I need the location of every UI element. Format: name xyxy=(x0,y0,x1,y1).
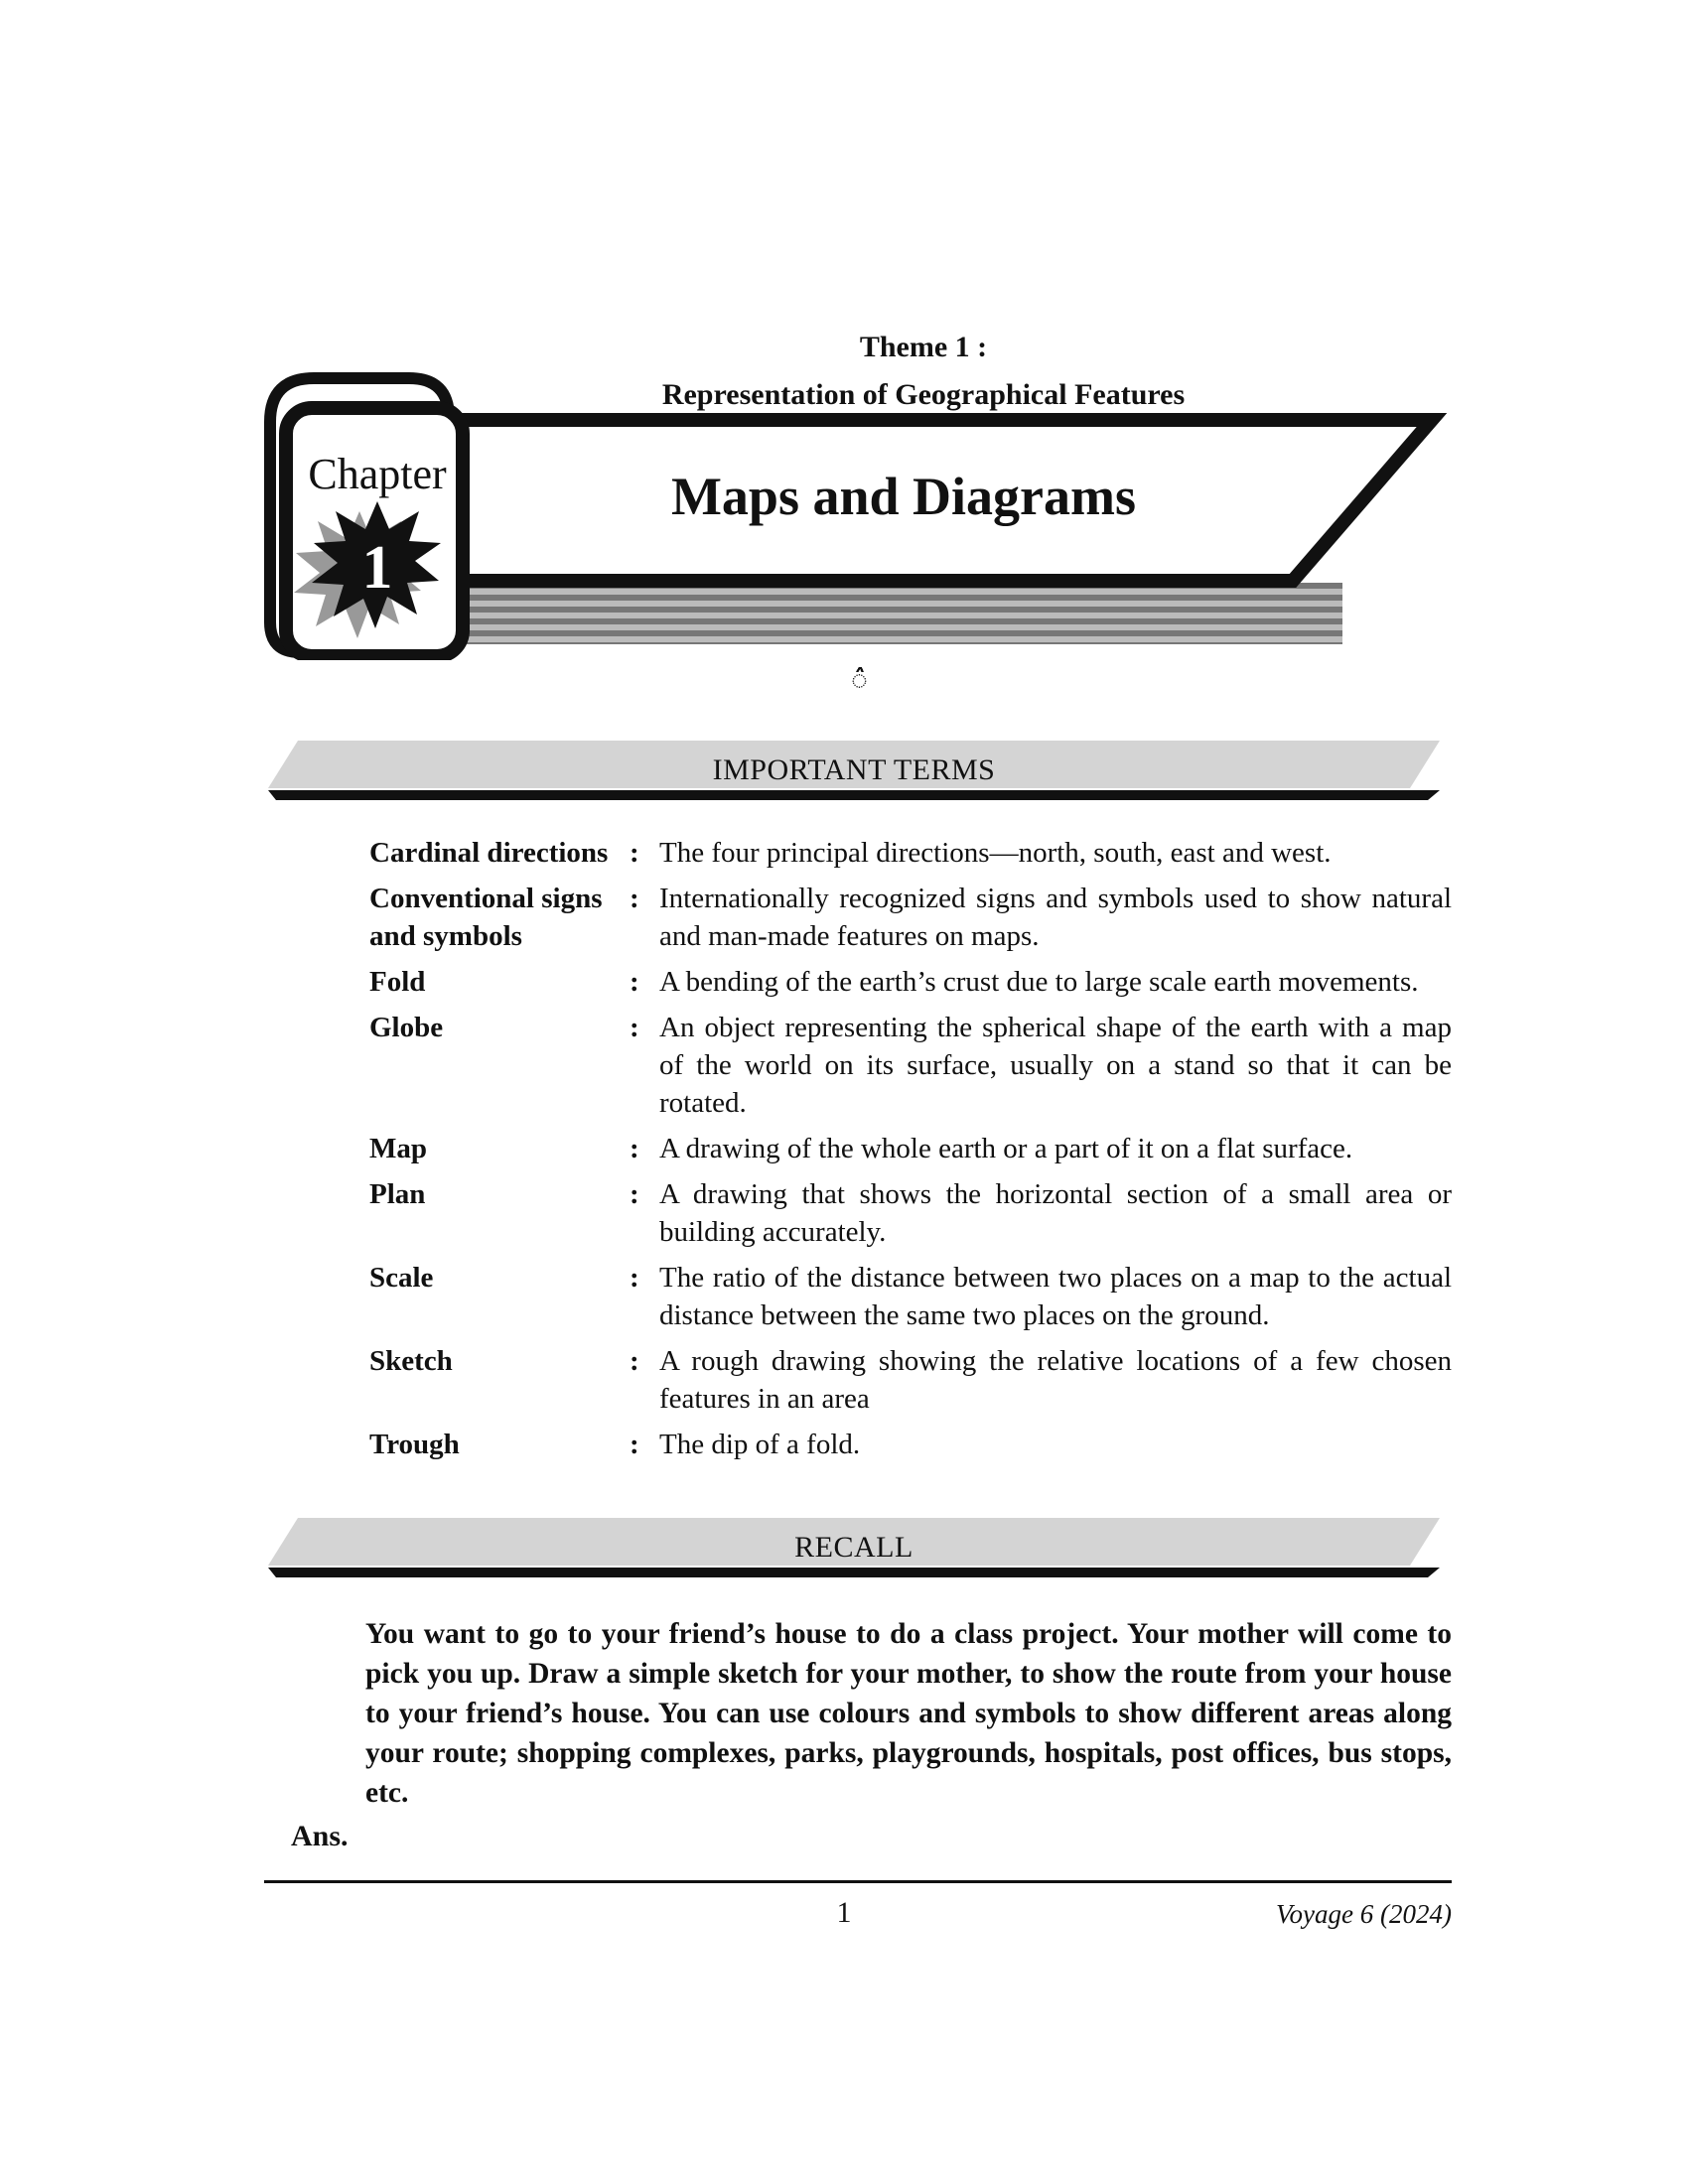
banner-stripes xyxy=(459,583,1342,644)
important-terms-heading: IMPORTANT TERMS xyxy=(712,753,996,786)
theme-number: Theme 1 : xyxy=(859,331,988,363)
term-definition: A drawing that shows the horizontal section of a small area or building accurately. xyxy=(659,1178,1452,1248)
recall-question: You want to go to your friend’s house to do a class project. Your mother will come to pick you up. Draw a simple sketch for your mother, to show the route from your house to your friend’s house. You can use colours and symbols to show different areas along your route; shopping complexes, parks, playgrounds, hospitals, post offices, bus stops, etc. xyxy=(365,1618,1452,1809)
term-definition: The dip of a fold. xyxy=(659,1429,861,1460)
term-definition: An object representing the spherical shape of the earth with a map of the world on its surface, usually on a stand so that it can be rotated. xyxy=(659,1012,1452,1119)
term-colon: : xyxy=(630,1345,639,1377)
term-name: Map xyxy=(369,1133,427,1164)
term-colon: : xyxy=(630,1262,639,1294)
term-name: Fold xyxy=(369,966,426,998)
term-row xyxy=(369,963,1452,1001)
term-row xyxy=(369,1009,1452,1122)
term-colon: : xyxy=(630,1178,639,1210)
term-row xyxy=(369,1130,1452,1167)
term-colon: : xyxy=(630,1133,639,1164)
term-name: Scale xyxy=(369,1262,434,1294)
term-definition: A bending of the earth’s crust due to large scale earth movements. xyxy=(659,966,1419,998)
term-definition: The ratio of the distance between two places on a map to the actual distance between the same two places on the ground. xyxy=(659,1262,1452,1331)
answer-label: Ans. xyxy=(291,1820,349,1852)
term-row xyxy=(369,1426,1452,1463)
book-title: Voyage 6 (2024) xyxy=(1276,1899,1452,1929)
term-row xyxy=(369,1259,1452,1334)
term-name: Globe xyxy=(369,1012,444,1043)
term-name: Trough xyxy=(369,1429,460,1460)
theme-title: Representation of Geographical Features xyxy=(661,378,1186,411)
recall-heading: RECALL xyxy=(794,1531,914,1564)
term-colon: : xyxy=(630,1012,639,1043)
term-colon: : xyxy=(630,837,639,869)
ornament-divider: ꥊꥊꥊꥊꥊꥊꥊꥊꥊꥊꥊꥊꥊꥊꥊꥊꥊꥊꥊꥊꥊꥊꥊꥊꥊꥊ xyxy=(851,663,867,696)
term-row xyxy=(369,1342,1452,1418)
term-definition: The four principal directions—north, south, east and west. xyxy=(659,837,1332,869)
term-name: Cardinal directions xyxy=(369,837,609,869)
term-row xyxy=(369,834,1452,872)
term-colon: : xyxy=(630,966,639,998)
page-number: 1 xyxy=(836,1896,852,1929)
term-name: Conventional signs and symbols xyxy=(369,883,603,952)
term-colon: : xyxy=(630,883,639,914)
term-colon: : xyxy=(630,1429,639,1460)
chapter-title: Maps and Diagrams xyxy=(670,467,1137,526)
chapter-label: Chapter xyxy=(308,450,447,498)
footer-rule xyxy=(264,1880,1452,1883)
term-row xyxy=(369,1175,1452,1251)
chapter-number: 1 xyxy=(361,534,393,602)
term-definition: A rough drawing showing the relative locations of a few chosen features in an area xyxy=(659,1345,1452,1415)
term-definition: A drawing of the whole earth or a part of it on a flat surface. xyxy=(659,1133,1353,1164)
term-definition: Internationally recognized signs and symbols used to show natural and man-made features on maps. xyxy=(659,883,1452,952)
term-name: Sketch xyxy=(369,1345,453,1377)
term-name: Plan xyxy=(369,1178,426,1210)
terms-list xyxy=(369,834,1452,1471)
term-row xyxy=(369,880,1452,955)
